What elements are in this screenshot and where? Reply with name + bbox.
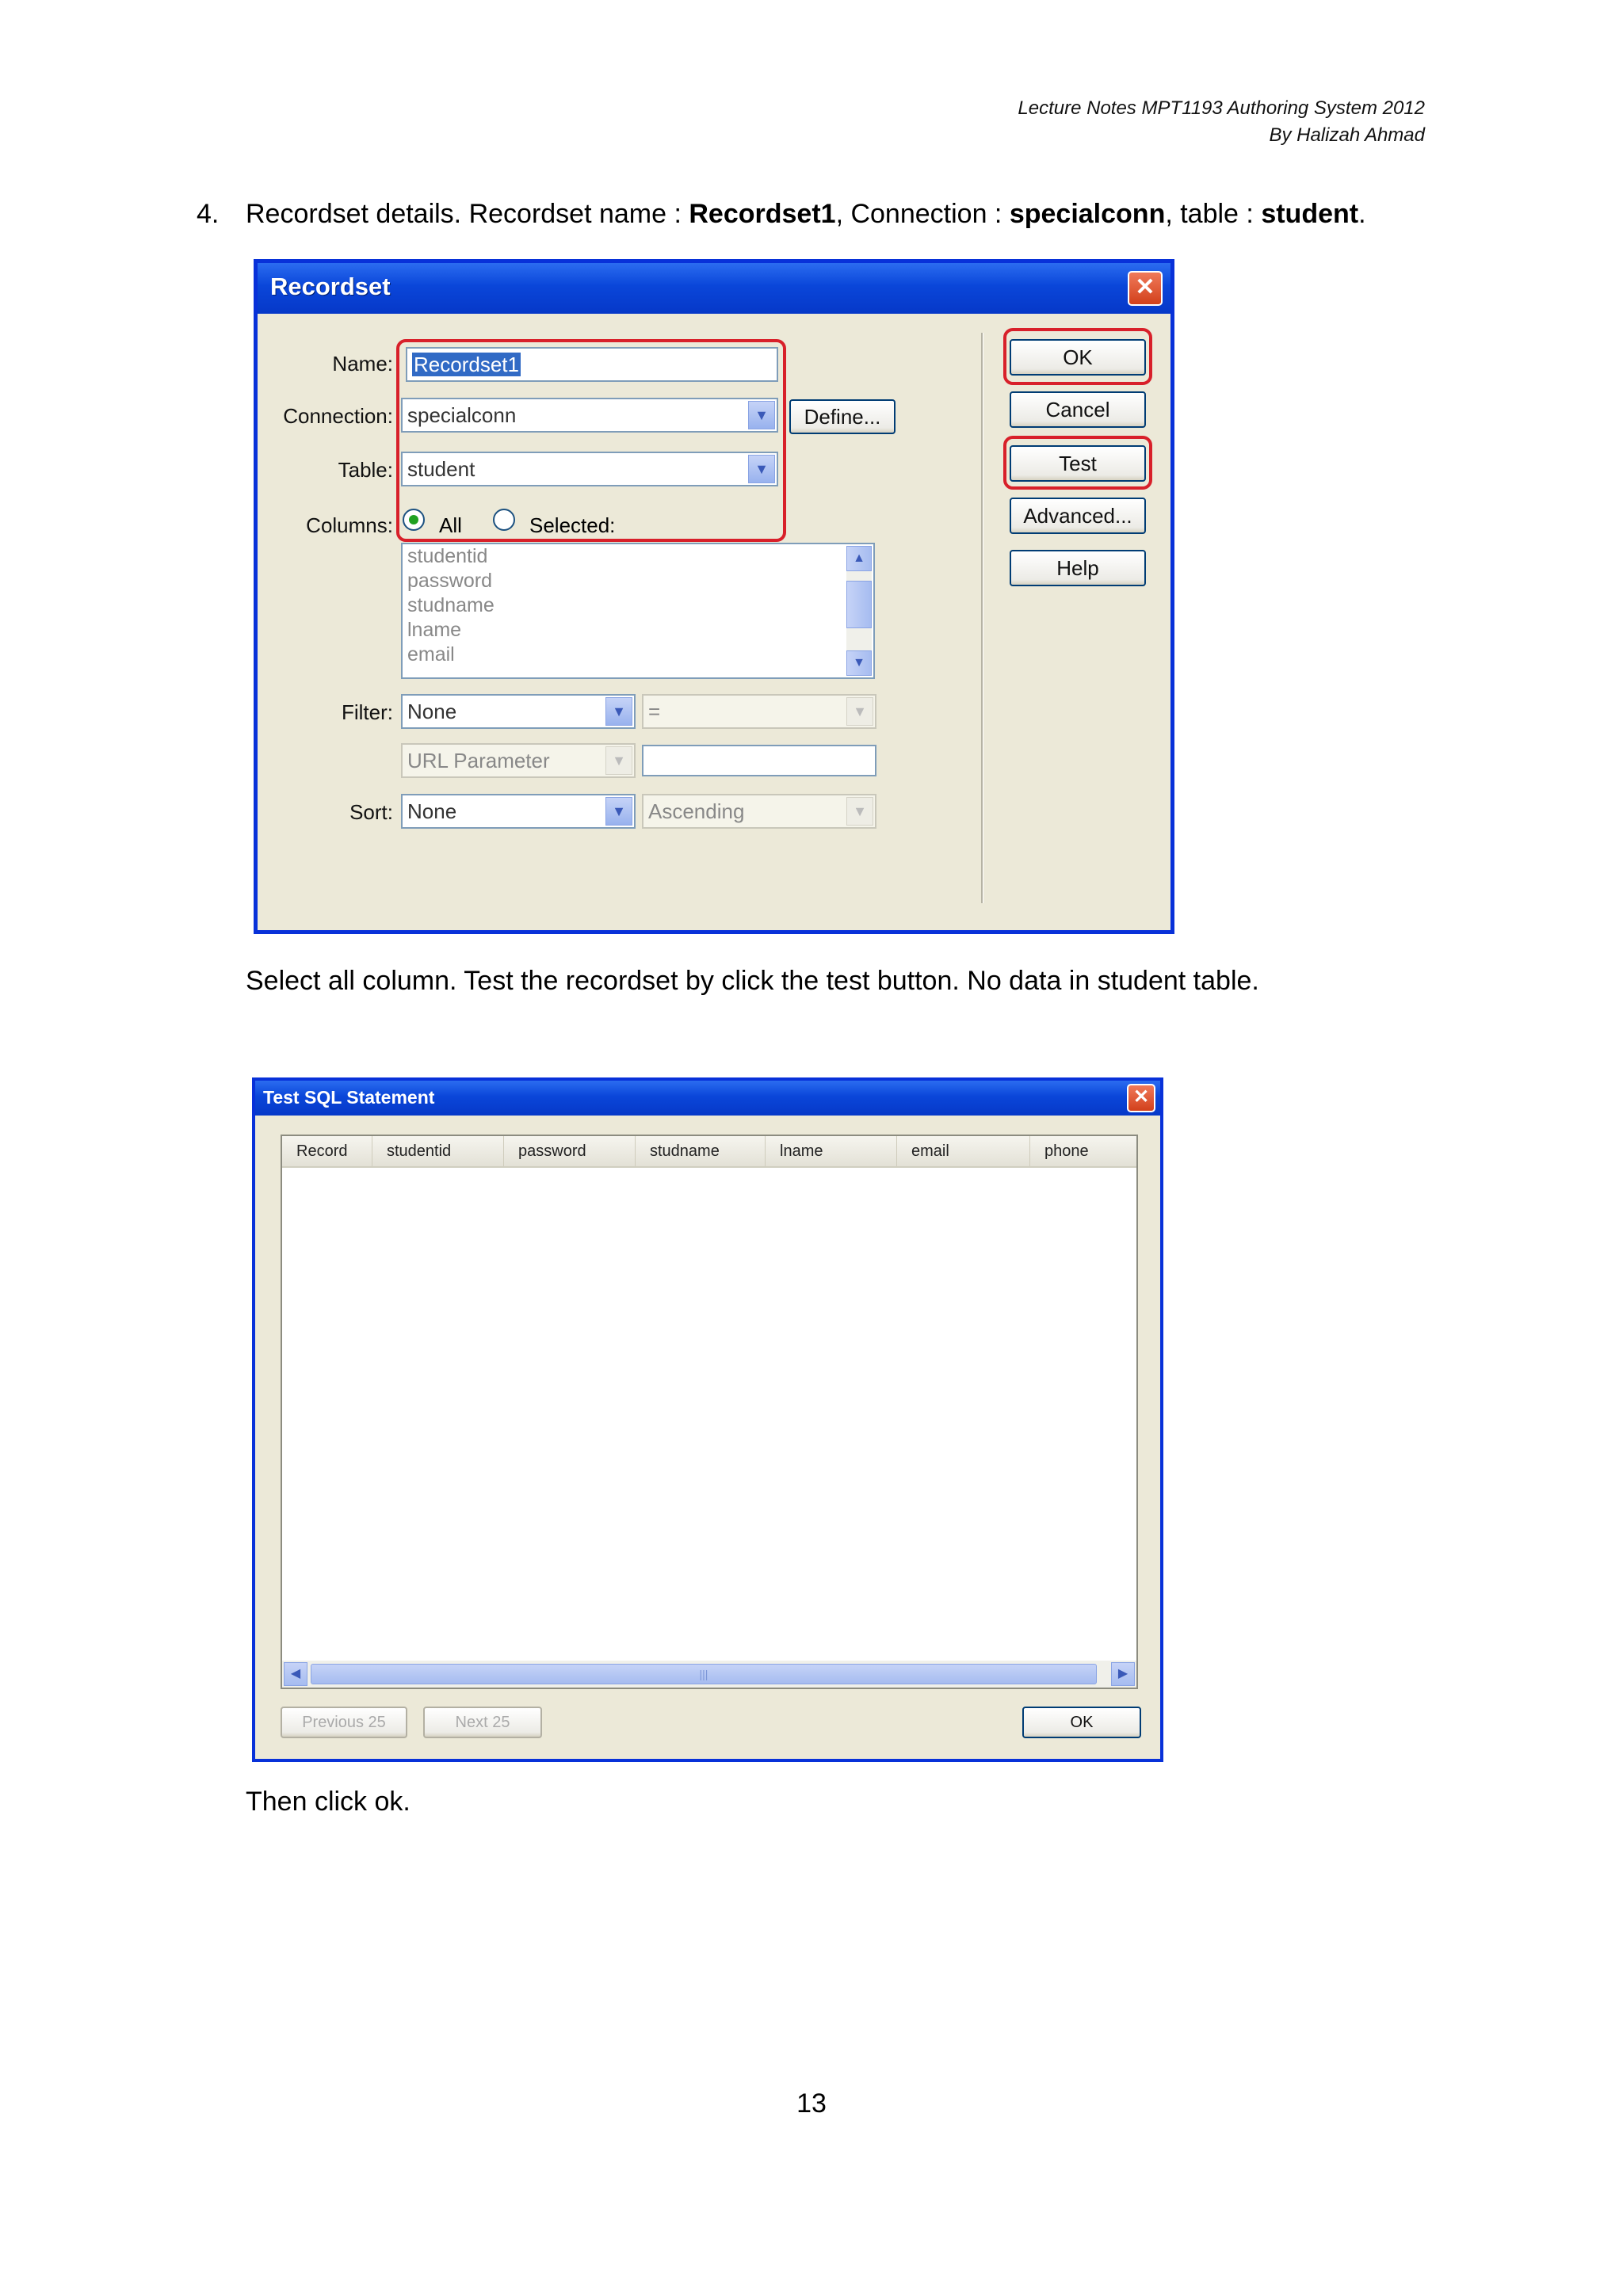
sort-label: Sort:	[349, 800, 393, 824]
help-button[interactable]: Help	[1010, 550, 1146, 586]
column-header-password[interactable]: password	[504, 1136, 636, 1166]
url-parameter-input[interactable]	[642, 745, 876, 776]
table-value: student	[407, 457, 475, 481]
chevron-right-icon[interactable]: ▶	[1111, 1662, 1135, 1686]
header-author-line: By Halizah Ahmad	[1269, 124, 1425, 146]
highlight-name-connection-table	[396, 339, 786, 542]
test-sql-title-bar	[255, 1081, 1160, 1116]
recordset-name-bold: Recordset1	[689, 199, 836, 229]
scroll-thumb[interactable]	[846, 581, 872, 628]
scroll-thumb[interactable]: |||	[311, 1664, 1097, 1684]
columns-label: Columns:	[306, 513, 393, 537]
recordset-title: Recordset	[270, 273, 391, 300]
chevron-down-icon[interactable]: ▼	[605, 697, 632, 726]
previous-25-button[interactable]: Previous 25	[281, 1707, 407, 1738]
column-header-studentid[interactable]: studentid	[372, 1136, 504, 1166]
chevron-down-icon[interactable]: ▼	[846, 797, 873, 826]
url-parameter-select[interactable]	[401, 743, 636, 778]
test-sql-dialog	[252, 1077, 1163, 1762]
columns-scrollbar[interactable]	[846, 546, 872, 676]
chevron-down-icon[interactable]: ▼	[748, 455, 775, 483]
filter-select[interactable]	[401, 694, 636, 729]
list-item[interactable]: lname	[407, 619, 462, 641]
sort-select[interactable]	[401, 794, 636, 829]
instruction-click-ok: Then click ok.	[246, 1787, 411, 1817]
close-icon[interactable]: ✕	[1128, 271, 1163, 306]
column-header-email[interactable]: email	[897, 1136, 1030, 1166]
advanced-button[interactable]: Advanced...	[1010, 498, 1146, 534]
column-header-phone[interactable]: phone	[1044, 1142, 1089, 1160]
connection-name-bold: specialconn	[1009, 199, 1166, 229]
radio-selected-label: Selected:	[529, 513, 616, 537]
results-grid-header	[282, 1136, 1136, 1168]
name-value: Recordset1	[414, 353, 519, 376]
close-icon[interactable]: ✕	[1127, 1084, 1155, 1112]
page-number: 13	[796, 2088, 827, 2119]
recordset-title-bar	[258, 263, 1170, 314]
sort-order-value: Ascending	[648, 799, 745, 823]
chevron-down-icon[interactable]: ▼	[748, 401, 775, 429]
results-horizontal-scrollbar[interactable]	[282, 1661, 1136, 1688]
ok-button[interactable]: OK	[1022, 1707, 1141, 1738]
chevron-up-icon[interactable]: ▲	[846, 546, 872, 571]
results-grid	[281, 1135, 1138, 1689]
connection-value: specialconn	[407, 403, 517, 427]
name-label: Name:	[332, 352, 393, 376]
list-item[interactable]: email	[407, 643, 455, 666]
highlight-test-button	[1003, 436, 1152, 490]
sort-value: None	[407, 799, 457, 823]
filter-operator-value: =	[648, 700, 661, 723]
chevron-left-icon[interactable]: ◀	[284, 1662, 307, 1686]
define-button[interactable]: Define...	[789, 399, 896, 434]
sort-order-select[interactable]	[642, 794, 876, 829]
test-sql-title: Test SQL Statement	[263, 1087, 435, 1108]
url-parameter-value: URL Parameter	[407, 749, 550, 772]
connection-label: Connection:	[283, 404, 393, 428]
column-header-studname[interactable]: studname	[636, 1136, 766, 1166]
columns-listbox[interactable]	[401, 543, 875, 679]
filter-operator-select[interactable]	[642, 694, 876, 729]
header-course-line: Lecture Notes MPT1193 Authoring System 2012	[1018, 97, 1425, 119]
test-button[interactable]: Test	[1010, 445, 1146, 482]
chevron-down-icon[interactable]: ▼	[846, 697, 873, 726]
table-name-bold: student	[1261, 199, 1359, 229]
radio-all-label: All	[439, 513, 462, 537]
next-25-button[interactable]: Next 25	[423, 1707, 542, 1738]
filter-label: Filter:	[342, 700, 393, 724]
column-header-record[interactable]: Record	[282, 1136, 372, 1166]
dialog-separator	[981, 333, 983, 903]
filter-value: None	[407, 700, 457, 723]
list-item[interactable]: studentid	[407, 545, 488, 567]
step-number: 4.	[197, 199, 220, 229]
chevron-down-icon[interactable]: ▼	[846, 650, 872, 676]
step-description: Recordset details. Recordset name : Recordset1, Connection : specialconn, table : student.	[246, 199, 1366, 229]
column-header-lname[interactable]: lname	[766, 1136, 897, 1166]
chevron-down-icon[interactable]: ▼	[605, 746, 632, 775]
document-header	[1018, 95, 1425, 149]
ok-button[interactable]: OK	[1010, 339, 1146, 376]
highlight-ok-button	[1003, 328, 1152, 385]
table-label: Table:	[338, 458, 393, 482]
list-item[interactable]: studname	[407, 594, 495, 616]
cancel-button[interactable]: Cancel	[1010, 391, 1146, 428]
list-item[interactable]: password	[407, 570, 492, 592]
chevron-down-icon[interactable]: ▼	[605, 797, 632, 826]
instruction-test-recordset: Select all column. Test the recordset by click the test button. No data in student table.	[246, 966, 1259, 996]
